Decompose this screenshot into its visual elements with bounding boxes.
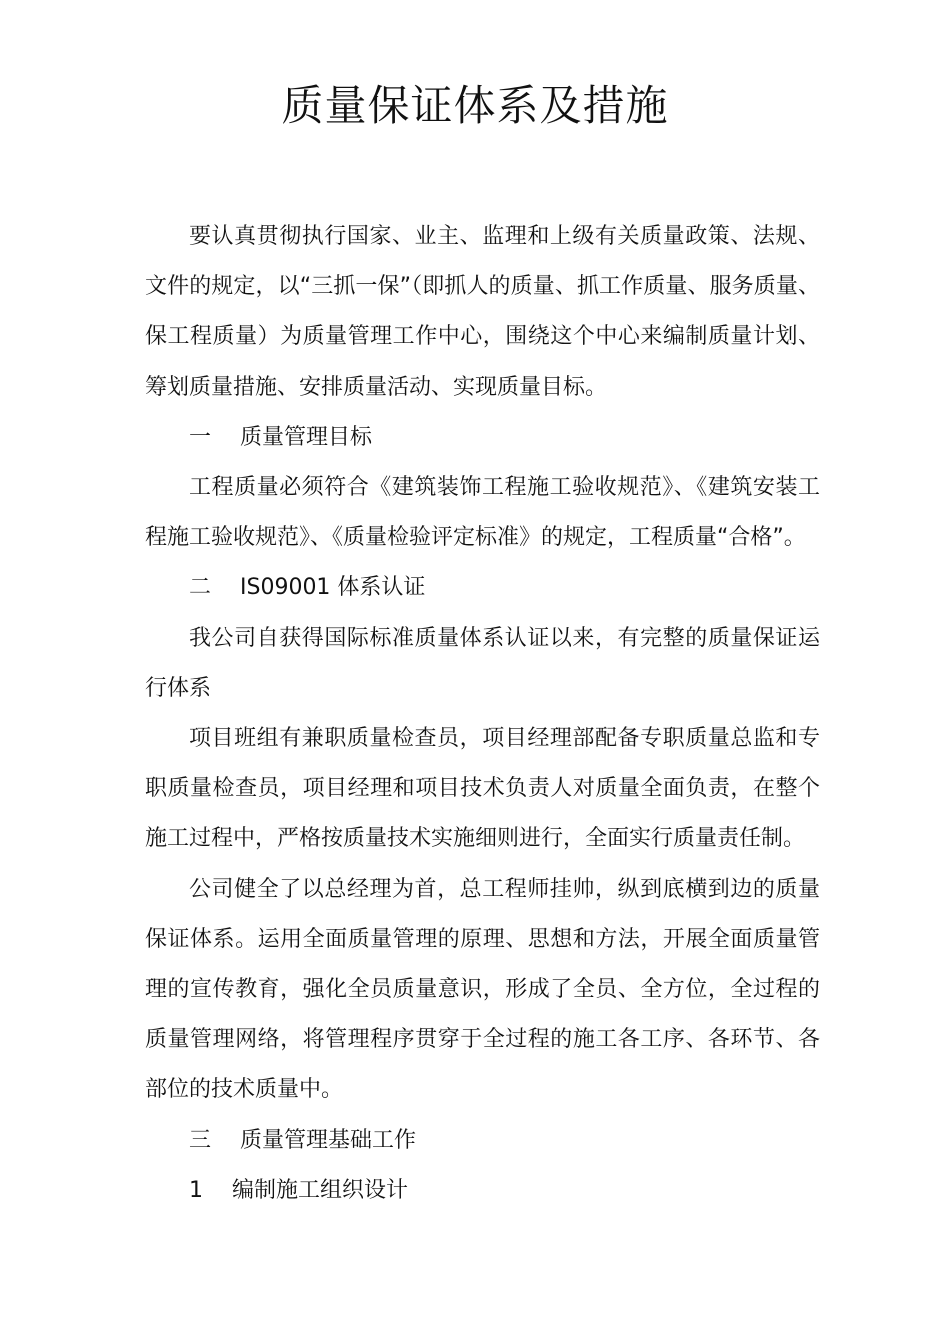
paragraph-quality-system: 公司健全了以总经理为首，总工程师挂帅，纵到底横到边的质量保证体系。运用全面质量管理的原理、思想和方法，开展全面质量管理的宣传教育，强化全员质量意识，形成了全员、全方位，全过程的质量管理网络，将管理程序贯穿于全过程的施工各工序、各环节、各部位的技术质量中。 (145, 876, 820, 1103)
section-heading-iso-certification: 二 IS09001 体系认证 (189, 575, 426, 601)
document-body (145, 212, 820, 1216)
section-heading-quality-goal: 一 质量管理目标 (189, 424, 372, 450)
section-heading-basic-work: 三 质量管理基础工作 (189, 1127, 416, 1153)
paragraph-certification: 我公司自获得国际标准质量体系认证以来，有完整的质量保证运行体系 (145, 625, 820, 701)
paragraph-quality-goal: 工程质量必须符合《建筑装饰工程施工验收规范》、《建筑安装工程施工验收规范》、《质量检验评定标准》的规定，工程质量“合格”。 (145, 475, 820, 551)
subsection-heading-construction-design: 1 编制施工组织设计 (189, 1177, 408, 1203)
document-title: 质量保证体系及措施 (281, 81, 669, 130)
paragraph-inspectors: 项目班组有兼职质量检查员，项目经理部配备专职质量总监和专职质量检查员，项目经理和项目技术负责人对质量全面负责，在整个施工过程中，严格按质量技术实施细则进行，全面实行质量责任制。 (145, 726, 820, 852)
paragraph-intro: 要认真贯彻执行国家、业主、监理和上级有关质量政策、法规、文件的规定，以“三抓一保”（即抓人的质量、抓工作质量、服务质量、保工程质量）为质量管理工作中心，围绕这个中心来编制质量计划、筹划质量措施、安排质量活动、实现质量目标。 (145, 224, 820, 400)
